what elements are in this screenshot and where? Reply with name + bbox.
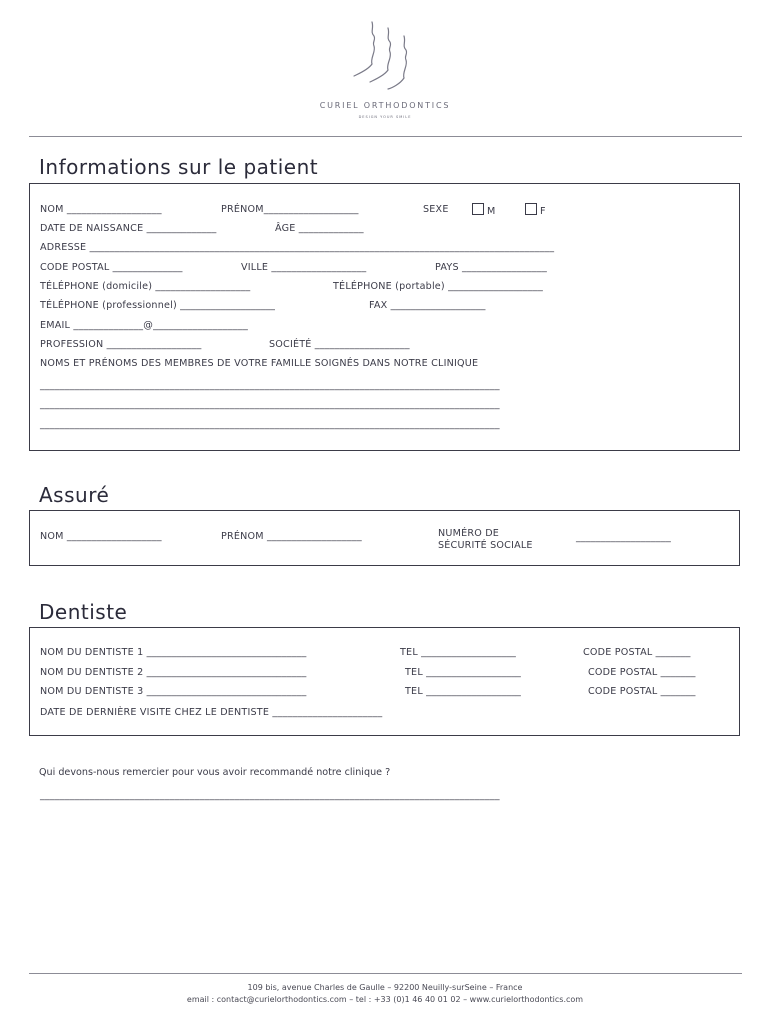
societe-field[interactable]: SOCIÉTÉ ___________________ [269,339,410,350]
patient-nom-field[interactable]: NOM ___________________ [40,204,162,215]
famille-line-3[interactable]: ____________________________________________________________________________________________ [40,419,500,430]
brand-tagline: DESIGN YOUR SMILE [358,115,412,119]
dentiste-1-tel-field[interactable]: TEL ___________________ [400,647,517,658]
date-naissance-field[interactable]: DATE DE NAISSANCE ______________ [40,223,217,234]
sexe-m-label: M [487,206,496,217]
dentiste-3-nom-field[interactable]: NOM DU DENTISTE 3 ________________________________ [40,686,307,697]
derniere-visite-field[interactable]: DATE DE DERNIÈRE VISITE CHEZ LE DENTISTE ______________________ [40,707,383,718]
telephone-domicile-field[interactable]: TÉLÉPHONE (domicile) ___________________ [40,281,251,292]
profiles-logo-icon [350,18,420,90]
assure-prenom-field[interactable]: PRÉNOM ___________________ [221,531,362,542]
famille-label: NOMS ET PRÉNOMS DES MEMBRES DE VOTRE FAMILLE SOIGNÉS DANS NOTRE CLINIQUE [40,358,479,369]
dentiste-3-tel-field[interactable]: TEL ___________________ [405,686,522,697]
recommendation-question: Qui devons-nous remercier pour vous avoir recommandé notre clinique ? [39,767,391,778]
famille-line-2[interactable]: ____________________________________________________________________________________________ [40,399,500,410]
sexe-f-option[interactable] [525,203,546,217]
brand-name: CURIEL ORTHODONTICS [319,101,451,110]
securite-sociale-field[interactable]: ___________________ [576,532,671,543]
profession-field[interactable]: PROFESSION ___________________ [40,339,202,350]
dentiste-2-nom-field[interactable]: NOM DU DENTISTE 2 ________________________________ [40,667,307,678]
sexe-f-label: F [540,206,546,217]
sexe-f-checkbox[interactable] [525,203,537,215]
age-field[interactable]: ÂGE _____________ [275,223,364,234]
adresse-field[interactable]: ADRESSE _____________________________________________________________________________________________ [40,242,555,253]
telephone-portable-field[interactable]: TÉLÉPHONE (portable) ___________________ [333,281,544,292]
fax-field[interactable]: FAX ___________________ [369,300,486,311]
footer-divider [29,973,742,974]
ville-field[interactable]: VILLE ___________________ [241,262,367,273]
dentiste-3-cp-field[interactable]: CODE POSTAL _______ [588,686,696,697]
header-divider [29,136,742,137]
dentiste-1-nom-field[interactable]: NOM DU DENTISTE 1 ________________________________ [40,647,307,658]
dentiste-1-cp-field[interactable]: CODE POSTAL _______ [583,647,691,658]
numero-label-line2: SÉCURITÉ SOCIALE [438,540,533,551]
numero-label-line1: NUMÉRO DE [438,528,500,539]
patient-prenom-field[interactable]: PRÉNOM___________________ [221,204,359,215]
pays-field[interactable]: PAYS _________________ [435,262,547,273]
sexe-label: SEXE [423,204,449,215]
telephone-pro-field[interactable]: TÉLÉPHONE (professionnel) ___________________ [40,300,276,311]
dentiste-section-title: Dentiste [39,600,128,624]
footer-contact: email : contact@curielorthodontics.com – tel : +33 (0)1 46 40 01 02 – www.curielorthodontics.com [186,995,584,1004]
code-postal-field[interactable]: CODE POSTAL ______________ [40,262,183,273]
sexe-m-option[interactable] [472,203,495,217]
dentiste-form-box [29,627,740,736]
famille-line-1[interactable]: ____________________________________________________________________________________________ [40,380,500,391]
sexe-m-checkbox[interactable] [472,203,484,215]
dentiste-2-cp-field[interactable]: CODE POSTAL _______ [588,667,696,678]
dentiste-2-tel-field[interactable]: TEL ___________________ [405,667,522,678]
recommendation-line[interactable]: ____________________________________________________________________________________________ [40,790,500,801]
assure-nom-field[interactable]: NOM ___________________ [40,531,162,542]
patient-section-title: Informations sur le patient [39,155,319,179]
footer-address: 109 bis, avenue Charles de Gaulle – 92200 Neuilly-surSeine – France [247,983,523,992]
email-field[interactable]: EMAIL ______________@___________________ [40,320,249,331]
assure-section-title: Assuré [39,483,110,507]
